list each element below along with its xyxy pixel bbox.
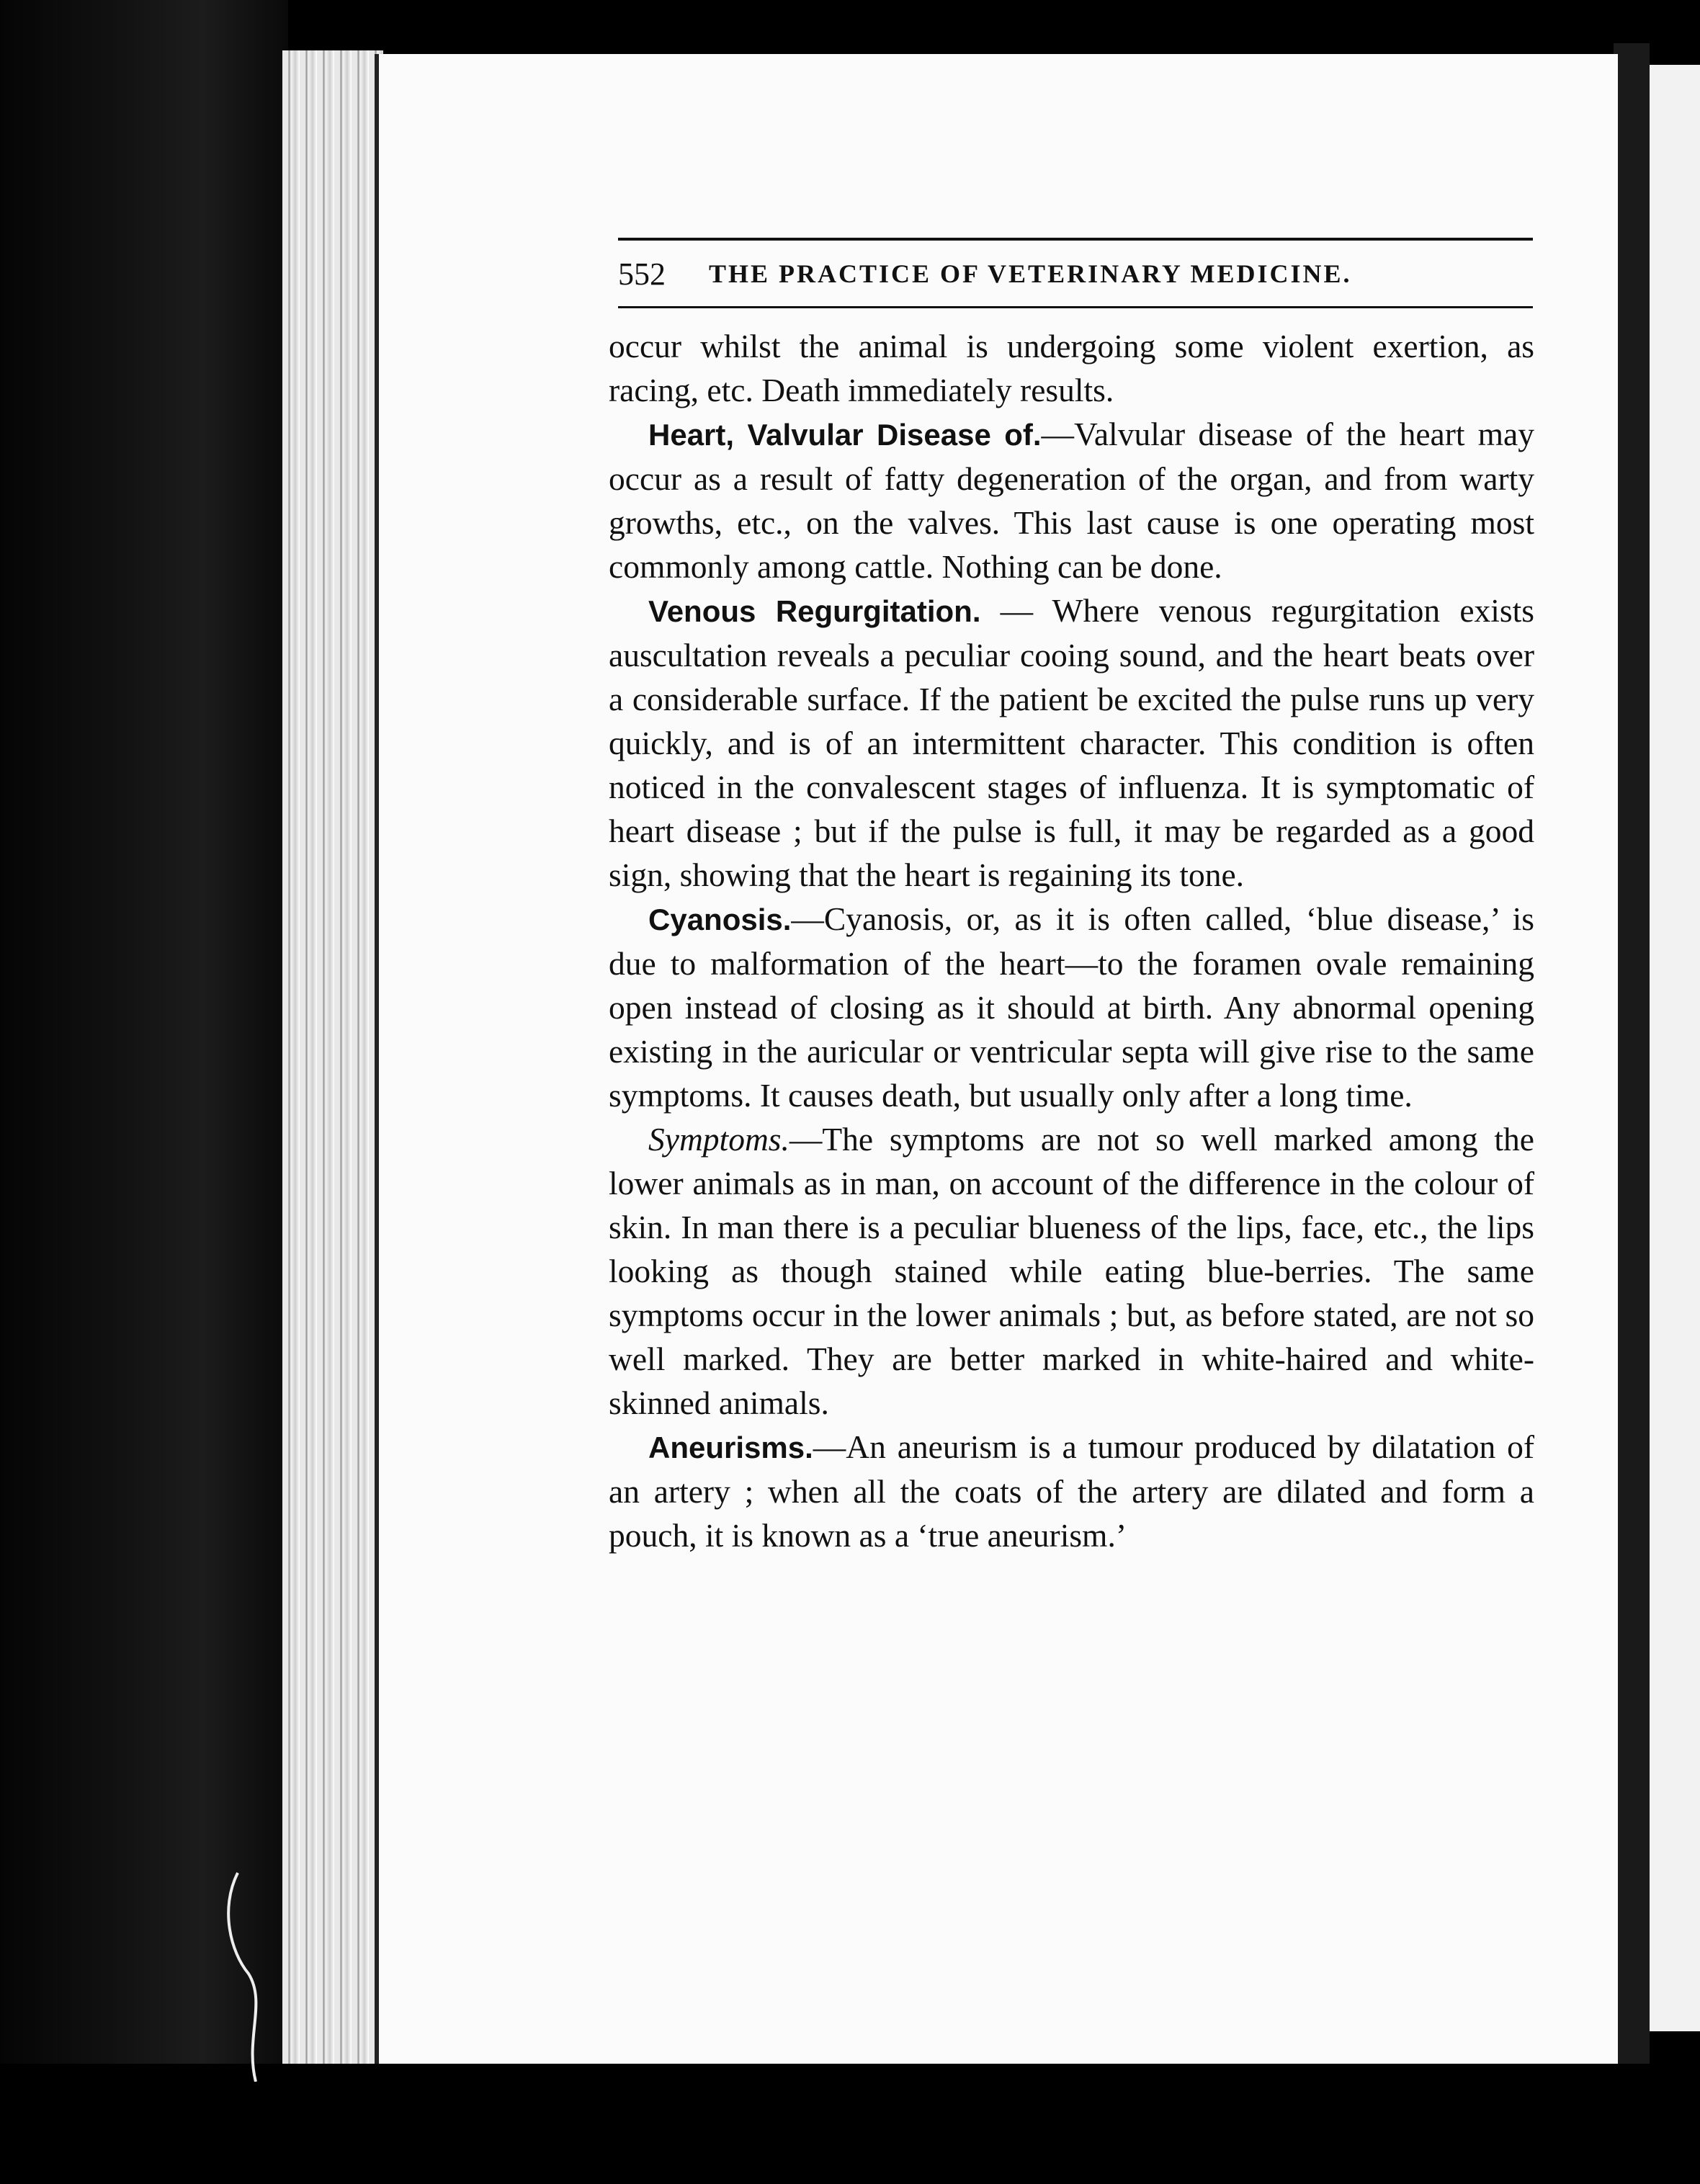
binding-gutter [1614, 43, 1650, 2082]
paragraph-text: —Valvular disease of the heart may occur as a result of fatty degeneration of the organ, and from warty growths, etc., on the valves. This last cause is one operating most commonly among cattle. Nothing can be done. [609, 416, 1534, 585]
section-heading: Venous Regurgitation. [648, 594, 981, 628]
paragraph-text: —Cyanosis, or, as it is often called, ‘blue disease,’ is due to malformation of the heart—to the foramen ovale remaining open instead of closing as it should at birth. Any abnormal opening existing in the auricular or ventricular septa will give rise to the same symptoms. It causes death, but usually only after a long time. [609, 900, 1534, 1114]
scan-background-left [0, 0, 288, 2184]
paragraph-valvular-disease [609, 412, 1534, 588]
body-text [609, 324, 1534, 1557]
paragraph-text: occur whilst the animal is undergoing some violent exertion, as racing, etc. Death immediately results. [609, 328, 1534, 408]
paragraph-symptoms [609, 1117, 1534, 1425]
page-header [618, 249, 1533, 299]
page-number: 552 [618, 256, 666, 292]
running-head: THE PRACTICE OF VETERINARY MEDICINE. [709, 259, 1352, 288]
facing-page-edge [1650, 65, 1700, 2031]
section-heading: Cyanosis. [648, 903, 792, 936]
italic-lead: Symptoms. [648, 1121, 789, 1158]
paragraph-text: —The symptoms are not so well marked among the lower animals as in man, on account of the difference in the colour of skin. In man there is a peculiar blueness of the lips, face, etc., the lips looking as though stained while eating blue-berries. The same symptoms occur in the lower animals ; but, as before stated, are not so well marked. They are better marked in white-haired and white-skinned animals. [609, 1121, 1534, 1421]
paragraph-continuation [609, 324, 1534, 412]
paragraph-venous-regurgitation [609, 588, 1534, 897]
header-top-rule [618, 238, 1533, 241]
section-heading: Aneurisms. [648, 1431, 813, 1464]
section-heading: Heart, Valvular Disease of. [648, 418, 1042, 452]
paragraph-cyanosis [609, 897, 1534, 1117]
scan-background-bottom [0, 2064, 1700, 2184]
paragraph-text: —An aneurism is a tumour produced by dilatation of an artery ; when all the coats of the artery are dilated and form a pouch, it is known as a ‘true aneurism.’ [609, 1428, 1534, 1554]
bookmark-thread [216, 1866, 281, 2082]
paragraph-aneurisms [609, 1425, 1534, 1557]
header-bottom-rule [618, 306, 1533, 308]
page-edges [282, 50, 383, 2067]
paragraph-text: — Where venous regurgitation exists auscultation reveals a peculiar cooing sound, and the heart beats over a considerable surface. If the patient be excited the pulse runs up very quickly, and is of an intermittent character. This condition is often noticed in the convalescent stages of influenza. It is symptomatic of heart disease ; but if the pulse is full, it may be regarded as a good sign, showing that the heart is regaining its tone. [609, 592, 1534, 893]
